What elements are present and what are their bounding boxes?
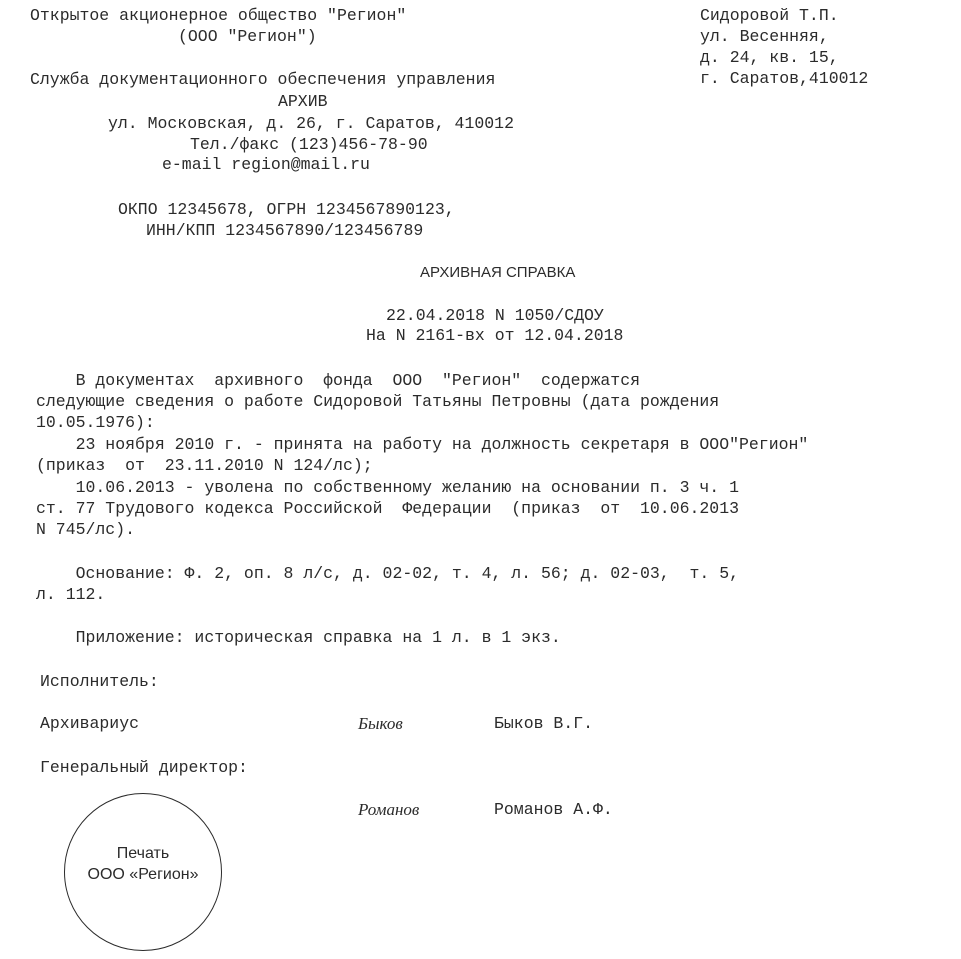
recipient-city: г. Саратов,410012 bbox=[700, 69, 869, 88]
archivist-role: Архивариус bbox=[40, 714, 140, 733]
archivist-name: Быков В.Г. bbox=[494, 714, 594, 733]
executor-label: Исполнитель: bbox=[40, 672, 159, 691]
body-line: 23 ноября 2010 г. - принята на работу на должность секретаря в ООО"Регион" bbox=[36, 435, 809, 454]
company-seal bbox=[64, 793, 222, 951]
body-line: В документах архивного фонда ООО "Регион" содержатся bbox=[36, 371, 640, 390]
org-short-name: (ООО "Регион") bbox=[178, 27, 317, 46]
body-line: ст. 77 Трудового кодекса Российской Федерации (приказ от 10.06.2013 bbox=[36, 499, 740, 518]
body-line: 10.06.2013 - уволена по собственному желанию на основании п. 3 ч. 1 bbox=[36, 478, 740, 497]
recipient-name: Сидоровой Т.П. bbox=[700, 6, 839, 25]
org-full-name: Открытое акционерное общество "Регион" bbox=[30, 6, 407, 25]
seal-text-line-2: ООО «Регион» bbox=[87, 866, 199, 883]
org-codes-line-2: ИНН/КПП 1234567890/123456789 bbox=[146, 221, 424, 240]
director-role: Генеральный директор: bbox=[40, 758, 248, 777]
org-codes-line-1: ОКПО 12345678, ОГРН 1234567890123, bbox=[118, 200, 455, 219]
archivist-signature: Быков bbox=[358, 714, 403, 733]
basis-line: л. 112. bbox=[36, 585, 106, 604]
recipient-house: д. 24, кв. 15, bbox=[700, 48, 839, 67]
appendix-line: Приложение: историческая справка на 1 л. в 1 экз. bbox=[36, 628, 561, 647]
basis-line: Основание: Ф. 2, оп. 8 л/с, д. 02-02, т. 4, л. 56; д. 02-03, т. 5, bbox=[36, 564, 740, 583]
service-name: Служба документационного обеспечения управления bbox=[30, 70, 496, 89]
sender-phone: Тел./факс (123)456-78-90 bbox=[190, 135, 428, 154]
document-number: 22.04.2018 N 1050/СДОУ bbox=[386, 306, 604, 325]
body-line: 10.05.1976): bbox=[36, 413, 155, 432]
body-line: (приказ от 23.11.2010 N 124/лс); bbox=[36, 456, 373, 475]
director-name: Романов А.Ф. bbox=[494, 800, 613, 819]
body-line: N 745/лс). bbox=[36, 520, 136, 539]
director-signature: Романов bbox=[358, 800, 420, 819]
recipient-street: ул. Весенняя, bbox=[700, 27, 829, 46]
department-name: АРХИВ bbox=[278, 92, 328, 111]
sender-address: ул. Московская, д. 26, г. Саратов, 410012 bbox=[108, 114, 514, 133]
body-line: следующие сведения о работе Сидоровой Татьяны Петровны (дата рождения bbox=[36, 392, 720, 411]
document-reference: На N 2161-вх от 12.04.2018 bbox=[366, 326, 624, 345]
document-title: АРХИВНАЯ СПРАВКА bbox=[420, 264, 576, 281]
seal-text-line-1: Печать bbox=[116, 845, 170, 862]
sender-email: e-mail region@mail.ru bbox=[162, 155, 370, 174]
